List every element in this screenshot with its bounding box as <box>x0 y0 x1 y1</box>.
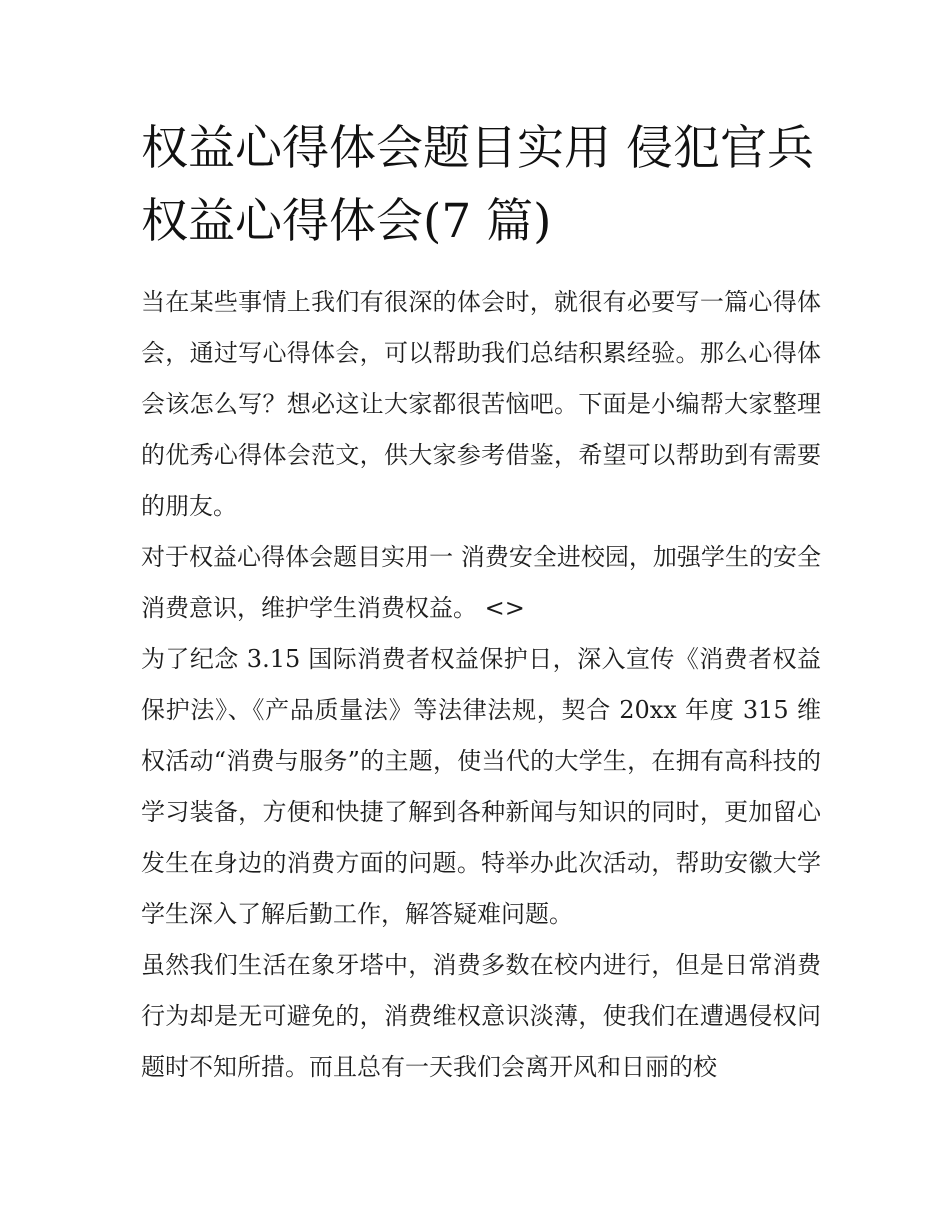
closing-paragraph: 虽然我们生活在象牙塔中，消费多数在校内进行，但是日常消费行为却是无可避免的，消费维权意识淡薄，使我们在遭遇侵权问题时不知所措。而且总有一天我们会离开风和日丽的校 <box>141 951 821 1081</box>
background-paragraph: 为了纪念 3.15 国际消费者权益保护日，深入宣传《消费者权益保护法》、《产品质量法》等法律法规，契合 20xx 年度 315 维权活动“消费与服务”的主题，使当代的大学生，在拥有高科技的学习装备，方便和快捷了解到各种新闻与知识的同时，更加留心发生在身边的消费方面的问题。特举办此次活动，帮助安徽大学学生深入了解后勤工作，解答疑难问题。 <box>141 645 821 928</box>
document-body <box>141 277 821 1093</box>
intro-paragraph: 当在某些事情上我们有很深的体会时，就很有必要写一篇心得体会，通过写心得体会，可以帮助我们总结积累经验。那么心得体会该怎么写？想必这让大家都很苦恼吧。下面是小编帮大家整理的优秀心得体会范文，供大家参考借鉴，希望可以帮助到有需要的朋友。 <box>141 288 821 520</box>
document-title: 权益心得体会题目实用 侵犯官兵权益心得体会(7 篇) <box>141 121 814 249</box>
section-heading-paragraph: 对于权益心得体会题目实用一 消费安全进校园，加强学生的安全消费意识，维护学生消费权益。 <> <box>141 543 821 622</box>
